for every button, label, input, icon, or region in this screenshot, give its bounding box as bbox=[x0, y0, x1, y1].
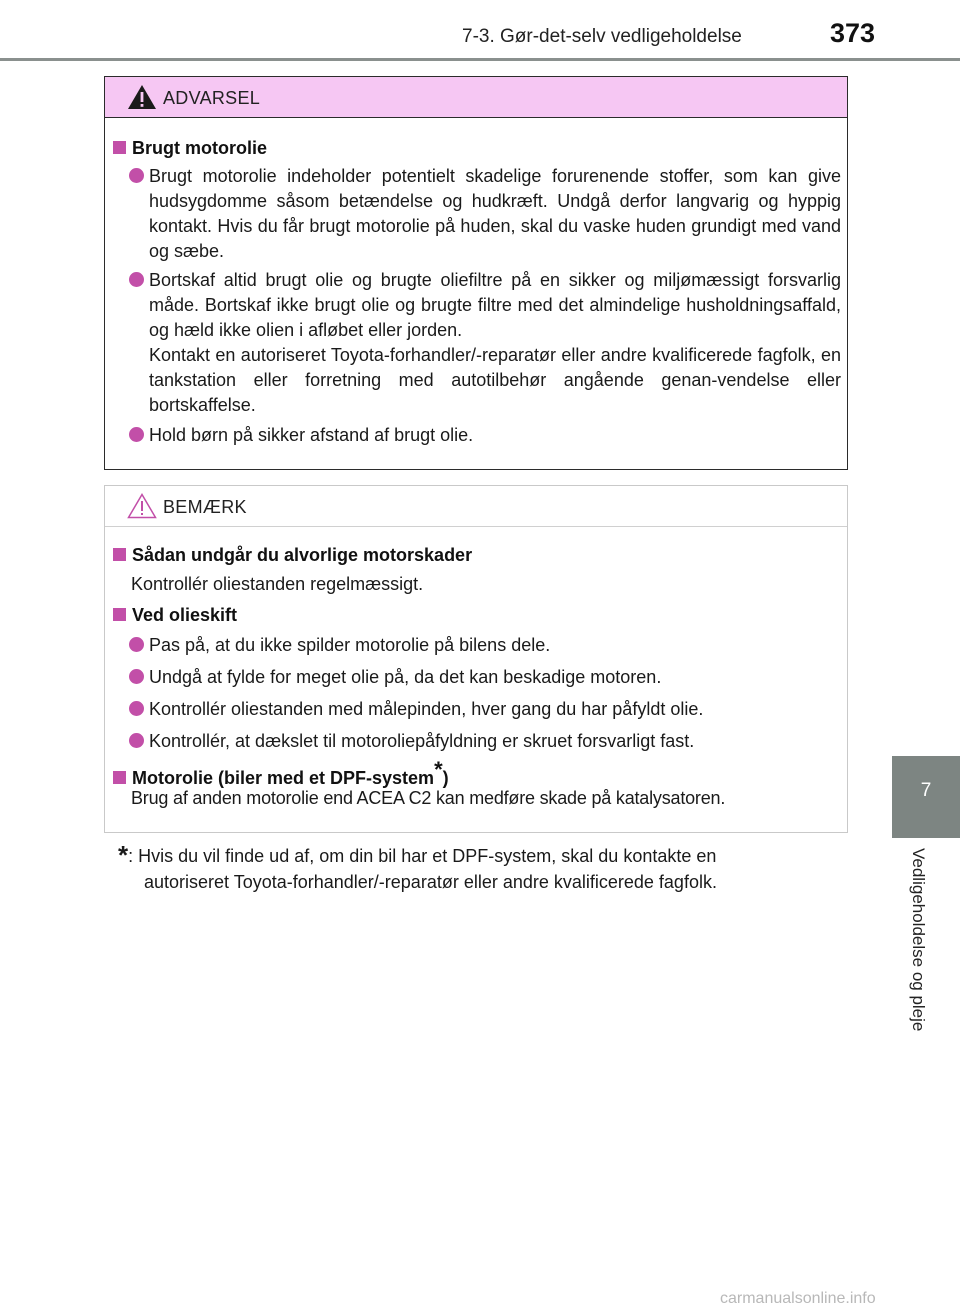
notice-bullet: Pas på, at du ikke spilder motorolie på bilens dele. bbox=[129, 633, 841, 658]
notice-text: Brug af anden motorolie end ACEA C2 kan medføre skade på katalysatoren. bbox=[131, 788, 726, 808]
notice-triangle-icon bbox=[127, 493, 157, 519]
section-title: 7-3. Gør-det-selv vedligeholdelse bbox=[462, 26, 742, 47]
footnote-reference: * bbox=[434, 757, 443, 782]
notice-section-heading: Motorolie (biler med et DPF-system*) bbox=[113, 757, 449, 789]
notice-section-heading: Ved olieskift bbox=[113, 605, 237, 626]
header-divider bbox=[0, 58, 960, 61]
section-square-icon bbox=[113, 771, 126, 784]
bullet-dot-icon bbox=[129, 733, 144, 748]
bullet-dot-icon bbox=[129, 669, 144, 684]
footnote: *: Hvis du vil finde ud af, om din bil har et DPF-system, skal du kontakte en autoriseret Toyota-forhandler/-reparatør eller andre kvalificerede fagfolk. bbox=[118, 840, 717, 892]
section-square-icon bbox=[113, 608, 126, 621]
bullet-dot-icon bbox=[129, 272, 144, 287]
chapter-number: 7 bbox=[920, 780, 932, 801]
warning-title: ADVARSEL bbox=[163, 88, 261, 108]
warning-bullet: Hold børn på sikker afstand af brugt olie. bbox=[129, 423, 841, 448]
section-square-icon bbox=[113, 141, 126, 154]
warning-section-heading: Brugt motorolie bbox=[113, 138, 267, 159]
page-number: 373 bbox=[830, 18, 876, 48]
warning-triangle-icon bbox=[127, 84, 157, 110]
notice-text: Kontrollér oliestanden regelmæssigt. bbox=[131, 574, 424, 594]
notice-section-heading: Sådan undgår du alvorlige motorskader bbox=[113, 545, 472, 566]
chapter-tab bbox=[892, 756, 960, 838]
warning-bullet: Brugt motorolie indeholder potentielt skadelige forurenende stoffer, som kan give hudsygdomme såsom betændelse og hudkræft. Undgå derfor langvarig og hyppig kontakt. Hvis du får brugt motorolie på huden, skal du vaske huden grundigt med vand og sæbe. bbox=[129, 164, 841, 264]
notice-box bbox=[104, 485, 848, 833]
notice-header bbox=[105, 486, 847, 527]
warning-box bbox=[104, 76, 848, 470]
warning-header bbox=[105, 77, 847, 118]
chapter-label: Vedligeholdelse og pleje bbox=[909, 848, 928, 1032]
bullet-dot-icon bbox=[129, 427, 144, 442]
notice-bullet: Kontrollér, at dækslet til motoroliepåfyldning er skruet forsvarligt fast. bbox=[129, 729, 841, 754]
notice-bullet: Kontrollér oliestanden med målepinden, hver gang du har påfyldt olie. bbox=[129, 697, 841, 722]
footnote-marker: * bbox=[118, 840, 129, 870]
bullet-dot-icon bbox=[129, 701, 144, 716]
watermark: carmanualsonline.info bbox=[720, 1290, 876, 1307]
section-square-icon bbox=[113, 548, 126, 561]
warning-bullet: Bortskaf altid brugt olie og brugte oliefiltre på en sikker og miljømæssigt forsvarlig måde. Bortskaf ikke brugt olie og brugte filtre med det almindelige husholdningsaffald, og hæld ikke olien i afløbet eller jorden. Kontakt en autoriseret Toyota-forhandler/-reparatør eller andre kvalificerede fagfolk, en tankstation eller forretning med autotilbehør angående genan-vendelse eller bortskaffelse. bbox=[129, 268, 841, 418]
notice-bullet: Undgå at fylde for meget olie på, da det kan beskadige motoren. bbox=[129, 665, 841, 690]
bullet-dot-icon bbox=[129, 168, 144, 183]
bullet-dot-icon bbox=[129, 637, 144, 652]
notice-title: BEMÆRK bbox=[163, 497, 247, 517]
